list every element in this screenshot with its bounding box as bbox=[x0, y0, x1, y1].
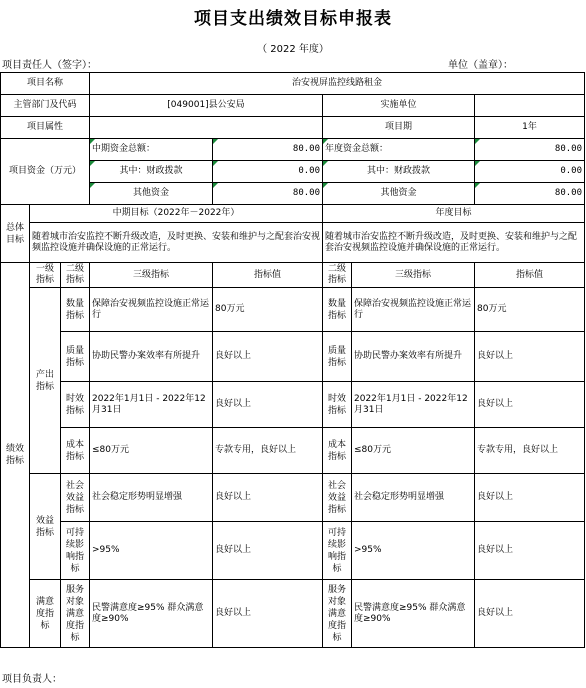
attr-value bbox=[90, 117, 323, 139]
l3-timeliness: 2022年1月1日 - 2022年12月31日 bbox=[90, 382, 213, 428]
value-satisfaction-year: 良好以上 bbox=[475, 580, 585, 648]
l3-cost: ≤80万元 bbox=[90, 428, 213, 474]
l2-quality: 质量指标 bbox=[61, 332, 90, 382]
form-title: 项目支出绩效目标申报表 bbox=[194, 9, 392, 29]
l3-sustainability-year: >95% bbox=[352, 522, 475, 580]
l3-satisfaction-year: 民警满意度≥95% 群众满意度≥90% bbox=[352, 580, 475, 648]
l2-timeliness-year: 时效指标 bbox=[323, 382, 352, 428]
output-label: 产出指标 bbox=[30, 288, 61, 474]
value-header-year: 指标值 bbox=[475, 263, 585, 288]
value-social-year: 良好以上 bbox=[475, 474, 585, 522]
year-goal-header: 年度目标 bbox=[323, 205, 585, 223]
value-timeliness: 良好以上 bbox=[213, 382, 323, 428]
impl-value bbox=[475, 95, 585, 117]
year-other-value: 80.00 bbox=[475, 183, 585, 205]
year-fiscal-value: 0.00 bbox=[475, 161, 585, 183]
year-line: （ 2022 年度） bbox=[257, 44, 329, 55]
footer-label: 项目负责人： bbox=[2, 674, 62, 685]
satisfaction-label: 满意度指标 bbox=[30, 580, 61, 648]
value-quality: 良好以上 bbox=[213, 332, 323, 382]
year-fiscal-label: 其中：财政拨款 bbox=[323, 161, 475, 183]
mid-fiscal-label: 其中：财政拨款 bbox=[90, 161, 213, 183]
l2-sustainability: 可持续影响指标 bbox=[61, 522, 90, 580]
mid-other-label: 其他资金 bbox=[90, 183, 213, 205]
l2-cost-year: 成本指标 bbox=[323, 428, 352, 474]
value-social: 良好以上 bbox=[213, 474, 323, 522]
mid-other-value: 80.00 bbox=[213, 183, 323, 205]
benefit-label: 效益指标 bbox=[30, 474, 61, 580]
value-satisfaction: 良好以上 bbox=[213, 580, 323, 648]
value-quantity-year: 80万元 bbox=[475, 288, 585, 332]
mid-total-value: 80.00 bbox=[213, 139, 323, 161]
value-quantity: 80万元 bbox=[213, 288, 323, 332]
l3-social-year: 社会稳定形势明显增强 bbox=[352, 474, 475, 522]
l2-social: 社会效益指标 bbox=[61, 474, 90, 522]
goals-label: 总体目标 bbox=[1, 205, 30, 263]
l2-header-mid: 二级指标 bbox=[61, 263, 90, 288]
year-total-label: 年度资金总额： bbox=[323, 139, 475, 161]
attr-label: 项目属性 bbox=[1, 117, 90, 139]
performance-table bbox=[0, 72, 585, 648]
value-sustainability-year: 良好以上 bbox=[475, 522, 585, 580]
impl-label: 实施单位 bbox=[323, 95, 475, 117]
l2-quantity: 数量指标 bbox=[61, 288, 90, 332]
mid-fiscal-value: 0.00 bbox=[213, 161, 323, 183]
l2-satisfaction: 服务对象满意度指标 bbox=[61, 580, 90, 648]
period-value: 1年 bbox=[475, 117, 585, 139]
l2-header-year: 二级指标 bbox=[323, 263, 352, 288]
l3-quantity-year: 保障治安视频监控设施正常运行 bbox=[352, 288, 475, 332]
l2-social-year: 社会效益指标 bbox=[323, 474, 352, 522]
l3-quantity: 保障治安视频监控设施正常运行 bbox=[90, 288, 213, 332]
l2-timeliness: 时效指标 bbox=[61, 382, 90, 428]
l3-social: 社会稳定形势明显增强 bbox=[90, 474, 213, 522]
l3-timeliness-year: 2022年1月1日 - 2022年12月31日 bbox=[352, 382, 475, 428]
dept-label: 主管部门及代码 bbox=[1, 95, 90, 117]
year-total-value: 80.00 bbox=[475, 139, 585, 161]
l3-cost-year: ≤80万元 bbox=[352, 428, 475, 474]
indicators-label: 绩效指标 bbox=[1, 263, 30, 648]
l3-sustainability: >95% bbox=[90, 522, 213, 580]
l2-cost: 成本指标 bbox=[61, 428, 90, 474]
dept-value: [049001]县公安局 bbox=[90, 95, 323, 117]
l3-header-mid: 三级指标 bbox=[90, 263, 213, 288]
responsible-label: 项目责任人（签字）： bbox=[2, 60, 97, 71]
mid-goal-text: 随着城市治安监控不断升级改造，及时更换、安装和维护与之配套治安视频监控设施并确保设施的正常运行。 bbox=[30, 223, 323, 263]
mid-total-label: 中期资金总额： bbox=[90, 139, 213, 161]
l3-header-year: 三级指标 bbox=[352, 263, 475, 288]
value-cost: 专款专用，良好以上 bbox=[213, 428, 323, 474]
mid-goal-header: 中期目标（2022年－2022年） bbox=[30, 205, 323, 223]
value-timeliness-year: 良好以上 bbox=[475, 382, 585, 428]
l2-sustainability-year: 可持续影响指标 bbox=[323, 522, 352, 580]
value-cost-year: 专款专用，良好以上 bbox=[475, 428, 585, 474]
l3-quality: 协助民警办案效率有所提升 bbox=[90, 332, 213, 382]
l3-quality-year: 协助民警办案效率有所提升 bbox=[352, 332, 475, 382]
l2-quality-year: 质量指标 bbox=[323, 332, 352, 382]
l1-header-mid: 一级指标 bbox=[30, 263, 61, 288]
year-goal-text: 随着城市治安监控不断升级改造，及时更换、安装和维护与之配套治安视频监控设施并确保设施的正常运行。 bbox=[323, 223, 585, 263]
period-label: 项目期 bbox=[323, 117, 475, 139]
funds-label: 项目资金（万元） bbox=[1, 139, 90, 205]
l2-satisfaction-year: 服务对象满意度指标 bbox=[323, 580, 352, 648]
l3-satisfaction: 民警满意度≥95% 群众满意度≥90% bbox=[90, 580, 213, 648]
value-sustainability: 良好以上 bbox=[213, 522, 323, 580]
value-header-mid: 指标值 bbox=[213, 263, 323, 288]
name-value: 治安视屏监控线路租金 bbox=[90, 73, 585, 95]
value-quality-year: 良好以上 bbox=[475, 332, 585, 382]
unit-label: 单位（盖章）： bbox=[448, 60, 513, 71]
l2-quantity-year: 数量指标 bbox=[323, 288, 352, 332]
year-other-label: 其他资金 bbox=[323, 183, 475, 205]
name-label: 项目名称 bbox=[1, 73, 90, 95]
